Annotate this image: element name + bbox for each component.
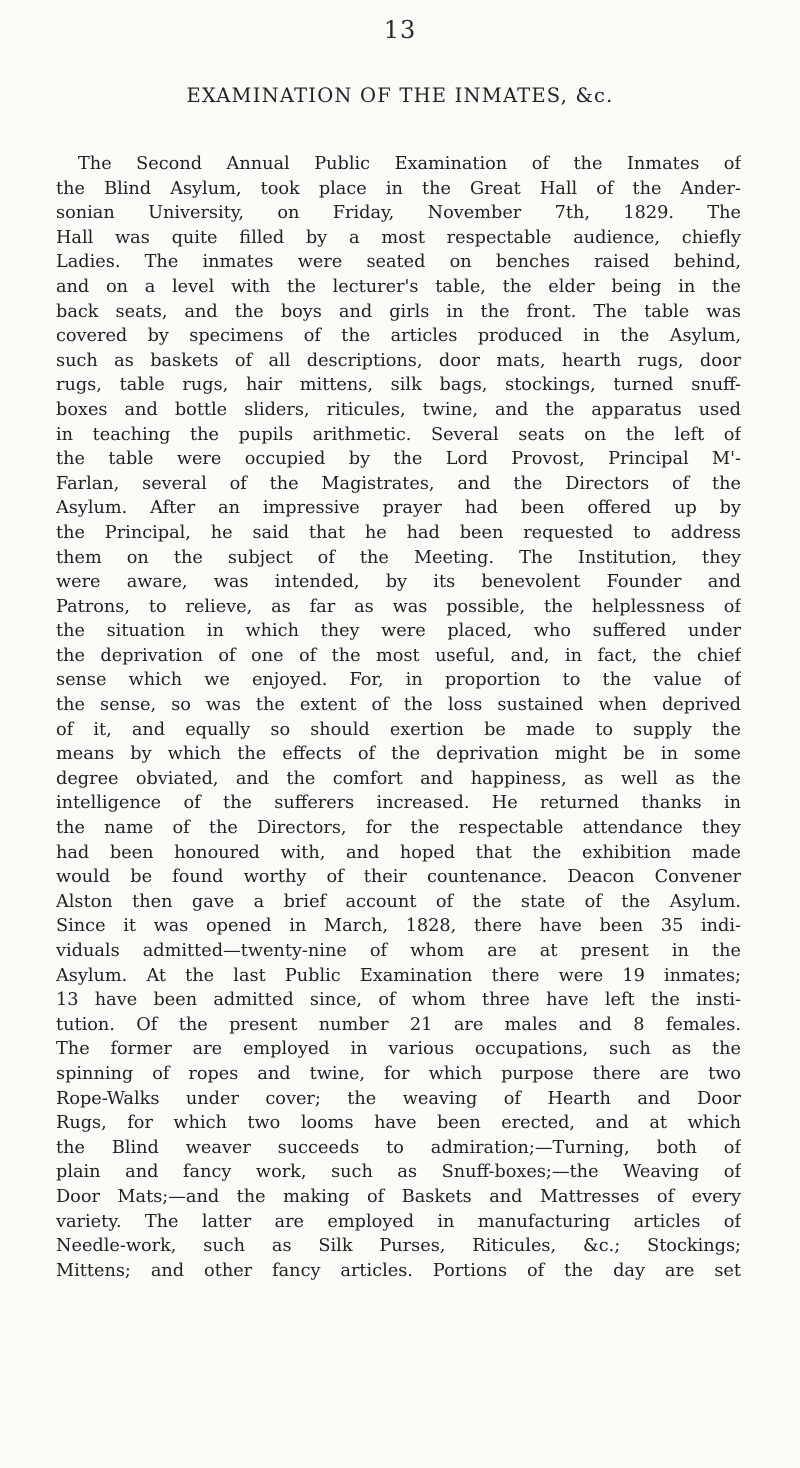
text-line: Asylum. After an impressive prayer had been offered up by <box>56 498 741 519</box>
text-line: Alston then gave a brief account of the state of the Asylum. <box>56 891 741 912</box>
text-line: were aware, was intended, by its benevolent Founder and <box>56 572 741 593</box>
text-line: spinning of ropes and twine, for which purpose there are two <box>56 1063 741 1084</box>
text-line: the situation in which they were placed, who suffered under <box>56 621 741 642</box>
text-line: the Blind Asylum, took place in the Great Hall of the Ander- <box>56 178 741 199</box>
text-line: boxes and bottle sliders, riticules, twine, and the apparatus used <box>56 399 741 420</box>
text-line: the deprivation of one of the most useful, and, in fact, the chief <box>56 645 741 666</box>
text-line: The Second Annual Public Examination of the Inmates of <box>78 154 741 174</box>
text-line: the table were occupied by the Lord Provost, Principal M'- <box>56 449 741 470</box>
text-line: viduals admitted—twenty-nine of whom are at present in the <box>56 941 741 961</box>
text-line: The former are employed in various occupations, such as the <box>56 1039 741 1060</box>
text-line: rugs, table rugs, hair mittens, silk bags, stockings, turned snuff- <box>56 375 741 396</box>
text-line: Rugs, for which two looms have been erected, and at which <box>56 1113 741 1134</box>
text-line: Hall was quite filled by a most respectable audience, chiefly <box>56 227 741 248</box>
text-line: plain and fancy work, such as Snuff-boxes;—the Weaving of <box>56 1162 741 1183</box>
text-line: sonian University, on Friday, November 7th, 1829. The <box>56 203 741 224</box>
text-line: variety. The latter are employed in manufacturing articles of <box>56 1211 741 1232</box>
text-line: 13 have been admitted since, of whom three have left the insti- <box>56 990 741 1011</box>
section-heading: EXAMINATION OF THE INMATES, &c. <box>186 84 614 107</box>
text-line: means by which the effects of the deprivation might be in some <box>56 744 741 765</box>
text-line: intelligence of the sufferers increased. He returned thanks in <box>56 793 741 814</box>
text-line: Farlan, several of the Magistrates, and the Directors of the <box>56 473 741 494</box>
text-line: Asylum. At the last Public Examination there were 19 inmates; <box>56 965 741 986</box>
text-line: the Principal, he said that he had been requested to address <box>56 522 741 543</box>
text-line: Rope-Walks under cover; the weaving of Hearth and Door <box>56 1088 741 1109</box>
text-line: back seats, and the boys and girls in the front. The table was <box>56 301 741 322</box>
text-line: such as baskets of all descriptions, door mats, hearth rugs, door <box>56 350 741 371</box>
text-line: Mittens; and other fancy articles. Portions of the day are set <box>56 1260 741 1281</box>
text-line: degree obviated, and the comfort and happiness, as well as the <box>56 768 741 789</box>
text-line: the sense, so was the extent of the loss sustained when deprived <box>56 695 741 716</box>
text-line: in teaching the pupils arithmetic. Several seats on the left of <box>56 424 741 445</box>
page-number: 13 <box>383 16 417 44</box>
text-line: sense which we enjoyed. For, in proportion to the value of <box>56 670 741 691</box>
text-line: tution. Of the present number 21 are males and 8 females. <box>56 1014 741 1035</box>
text-line: and on a level with the lecturer's table, the elder being in the <box>56 276 741 297</box>
text-line: the name of the Directors, for the respectable attendance they <box>56 818 741 839</box>
text-line: had been honoured with, and hoped that the exhibition made <box>56 842 741 863</box>
text-line: Door Mats;—and the making of Baskets and Mattresses of every <box>56 1186 741 1207</box>
text-line: of it, and equally so should exertion be made to supply the <box>56 719 741 740</box>
text-line: Since it was opened in March, 1828, there have been 35 indi- <box>56 916 741 937</box>
body-paragraph <box>56 152 741 1283</box>
text-line: the Blind weaver succeeds to admiration;—Turning, both of <box>56 1137 741 1158</box>
text-line: covered by specimens of the articles produced in the Asylum, <box>56 326 741 347</box>
text-line: them on the subject of the Meeting. The Institution, they <box>56 547 741 568</box>
text-line: Ladies. The inmates were seated on benches raised behind, <box>56 252 741 273</box>
text-line: Needle-work, such as Silk Purses, Riticules, &c.; Stockings; <box>56 1236 741 1257</box>
text-line: Patrons, to relieve, as far as was possible, the helplessness of <box>56 596 741 617</box>
text-line: would be found worthy of their countenance. Deacon Convener <box>56 867 741 888</box>
